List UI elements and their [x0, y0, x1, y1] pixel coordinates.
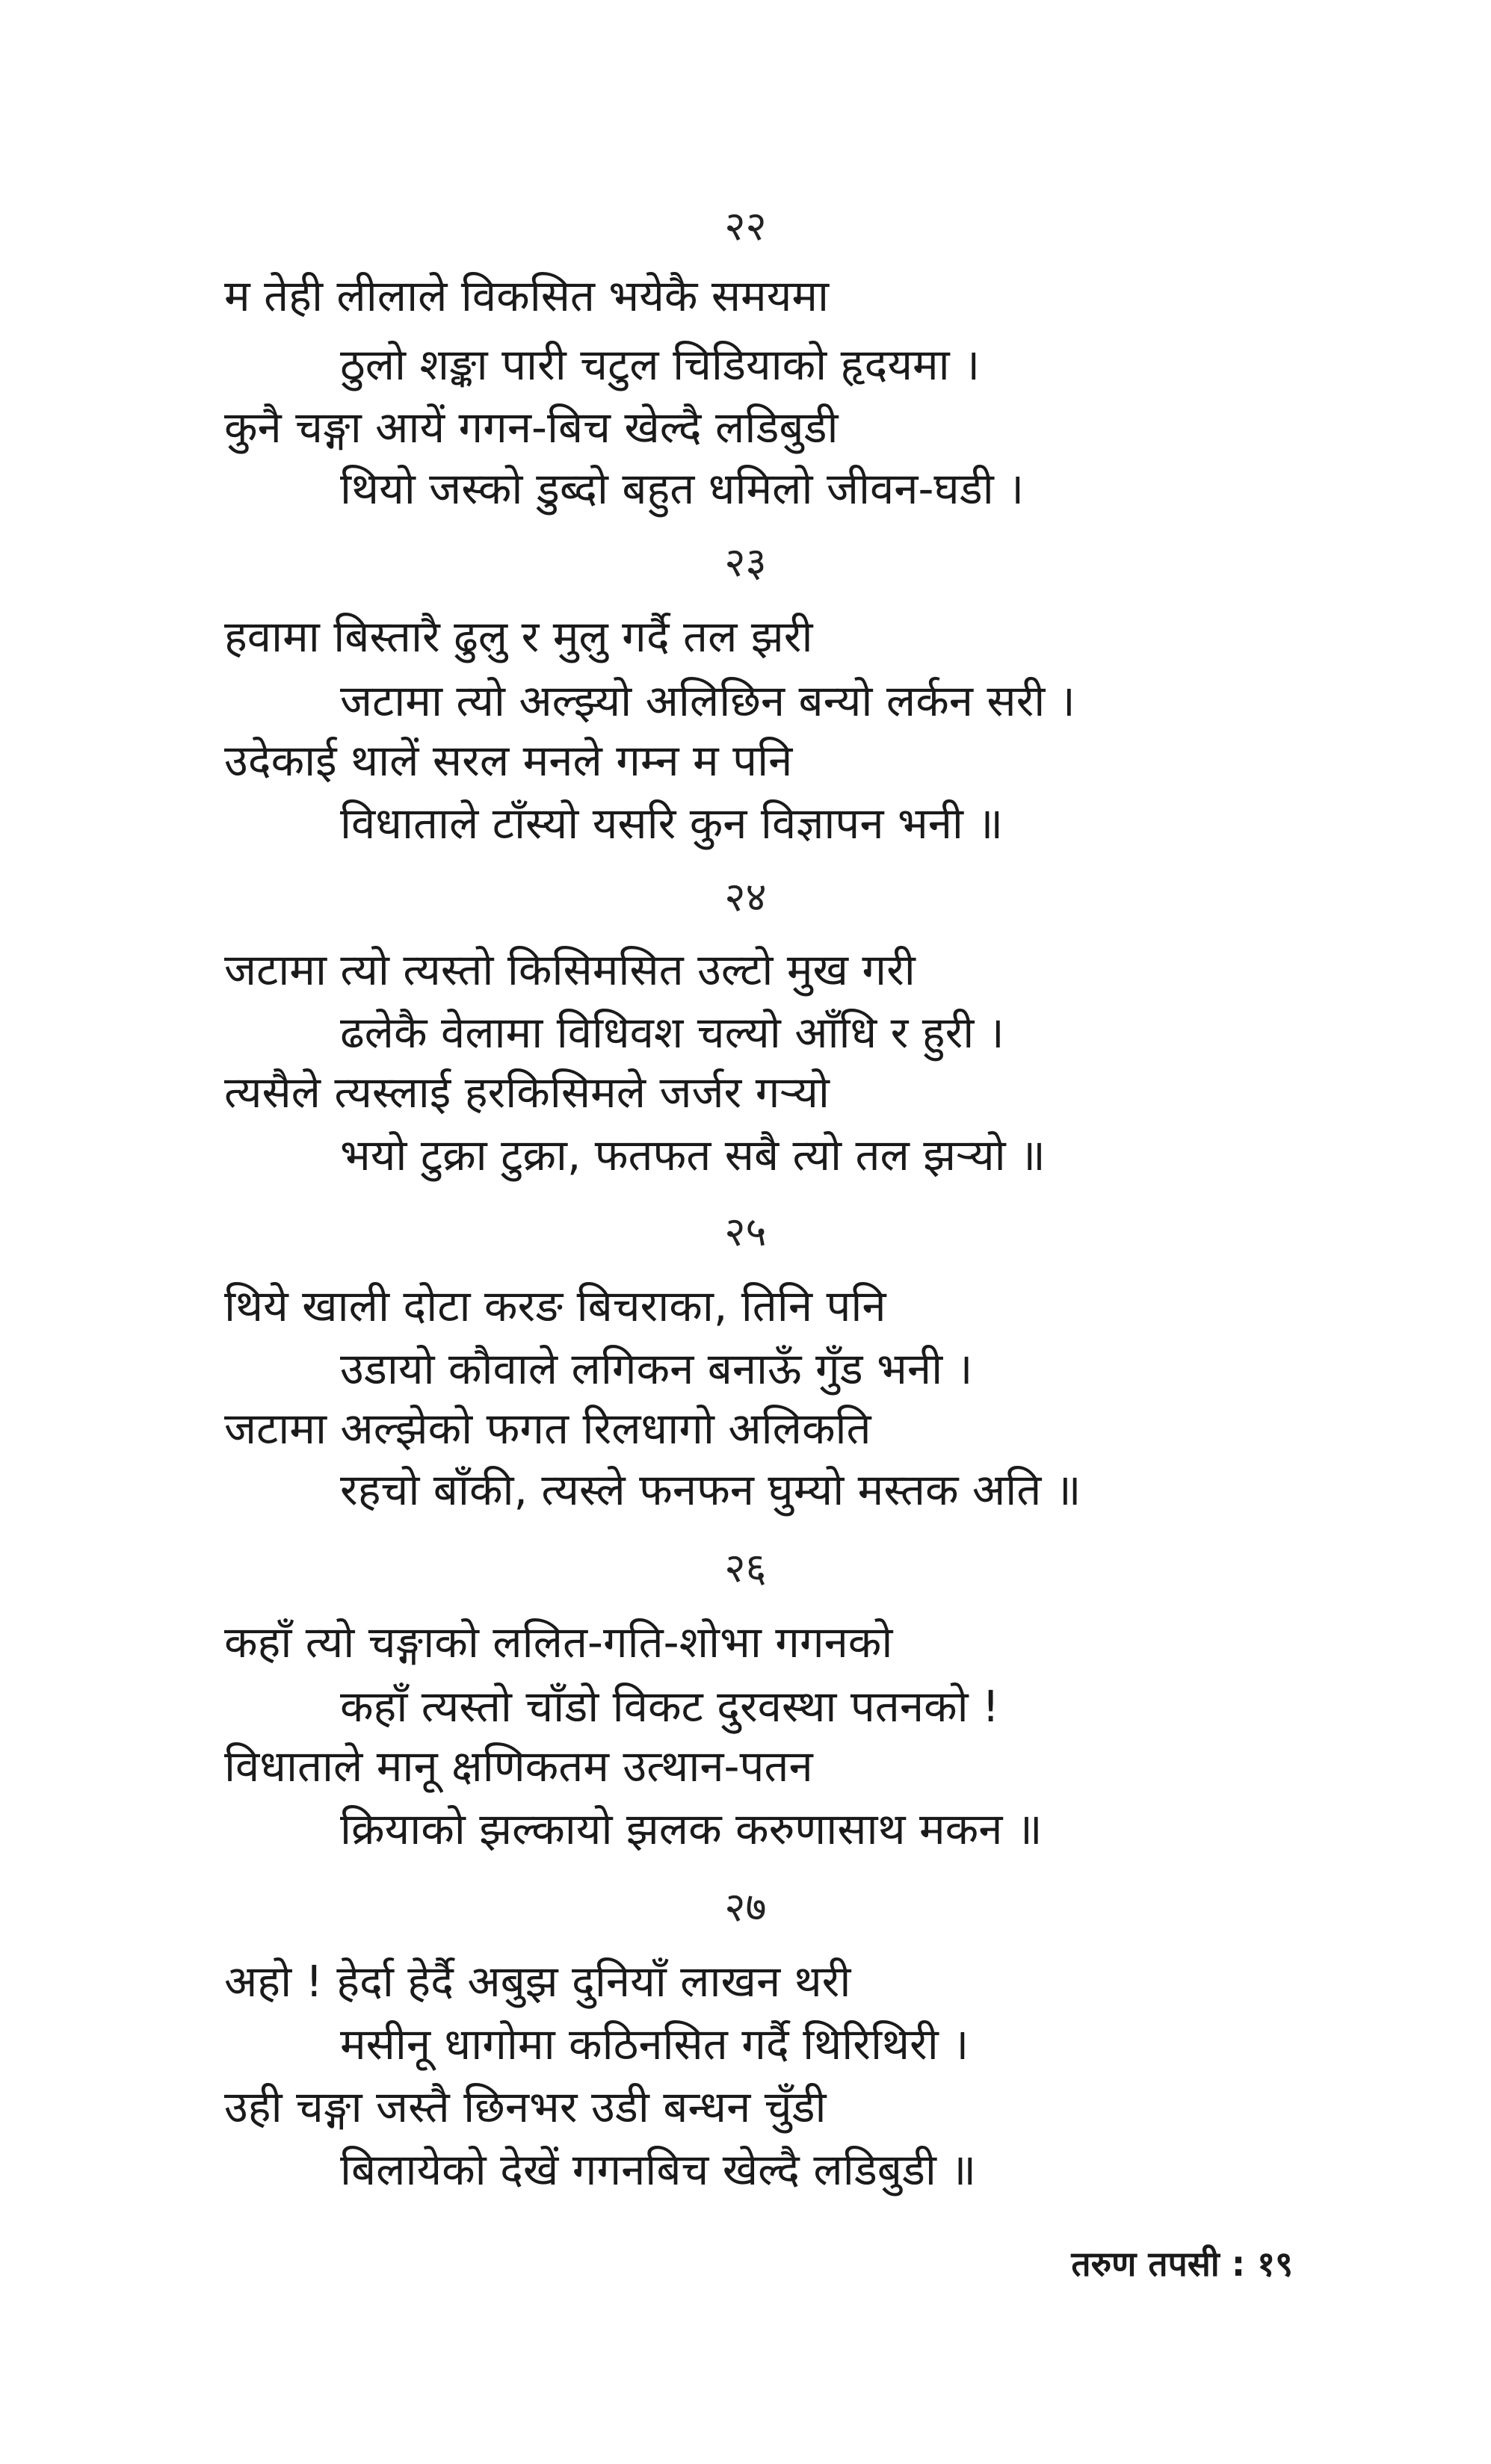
verse-line: जटामा अल्झेको फगत रिलधागो अलिकति [224, 1403, 871, 1454]
stanza-number: २६ [724, 1544, 767, 1591]
verse-line: कहाँ त्यो चङ्गाको ललित-गति-शोभा गगनको [224, 1617, 893, 1668]
verse-line: जटामा त्यो त्यस्तो किसिमसित उल्टो मुख गरी [224, 944, 916, 995]
verse-line: ठुलो शङ्का पारी चटुल चिडियाको हृदयमा । [340, 339, 981, 390]
verse-line: रहचो बाँकी, त्यस्ले फनफन घुम्यो मस्तक अति ॥ [340, 1464, 1081, 1515]
verse-line: कहाँ त्यस्तो चाँडो विकट दुरवस्था पतनको ! [340, 1681, 1000, 1732]
verse-line: कुनै चङ्गा आयें गगन-बिच खेल्दै लडिबुडी [224, 402, 839, 453]
verse-line: उही चङ्गा जस्तै छिनभर उडी बन्धन चुँडी [224, 2081, 827, 2132]
stanza-number: २३ [724, 539, 767, 586]
stanza-number: २५ [724, 1208, 767, 1255]
verse-line: मसीनू धागोमा कठिनसित गर्दै थिरिथिरी । [340, 2019, 969, 2070]
verse-line: भयो टुक्रा टुक्रा, फतफत सबै त्यो तल झऱ्यो ॥ [340, 1130, 1046, 1180]
verse-line: थियो जस्को डुब्दो बहुत धमिलो जीवन-घडी । [340, 463, 1025, 514]
verse-line: क्रियाको झल्कायो झलक करुणासाथ मकन ॥ [340, 1804, 1043, 1854]
page-footer [1071, 2241, 1293, 2286]
page-number: १९ [1257, 2244, 1293, 2284]
verse-line: जटामा त्यो अल्झ्यो अलिछिन बन्यो लर्कन सरी । [340, 675, 1075, 726]
verse-line: म तेही लीलाले विकसित भयेकै समयमा [224, 270, 830, 321]
footer-separator: : [1231, 2244, 1246, 2284]
verse-line: विधाताले टाँस्यो यसरि कुन विज्ञापन भनी ॥ [340, 798, 1004, 849]
book-title: तरुण तपसी [1071, 2244, 1220, 2284]
verse-line: हवामा बिस्तारै ढुलु र मुलु गर्दै तल झरी [224, 611, 813, 662]
verse-line: अहो ! हेर्दा हेर्दै अबुझ दुनियाँ लाखन थरी [224, 1956, 851, 2007]
verse-line: थिये खाली दोटा करङ बिचराका, तिनि पनि [224, 1281, 886, 1331]
verse-line: त्यसैले त्यस्लाई हरकिसिमले जर्जर गऱ्यो [224, 1067, 830, 1118]
verse-line: बिलायेको देखें गगनबिच खेल्दै लडिबुडी ॥ [340, 2144, 977, 2195]
verse-line: उडायो कौवाले लगिकन बनाऊँ गुँड भनी । [340, 1343, 973, 1394]
stanza-number: २४ [724, 873, 767, 920]
stanza-number: २७ [724, 1883, 767, 1931]
stanza-number: २२ [724, 202, 767, 250]
verse-line: विधाताले मानू क्षणिकतम उत्थान-पतन [224, 1741, 813, 1792]
verse-line: ढलेकै वेलामा विधिवश चल्यो आँधि र हुरी । [340, 1007, 1004, 1058]
verse-line: उदेकाई थालें सरल मनले गम्न म पनि [224, 735, 793, 786]
